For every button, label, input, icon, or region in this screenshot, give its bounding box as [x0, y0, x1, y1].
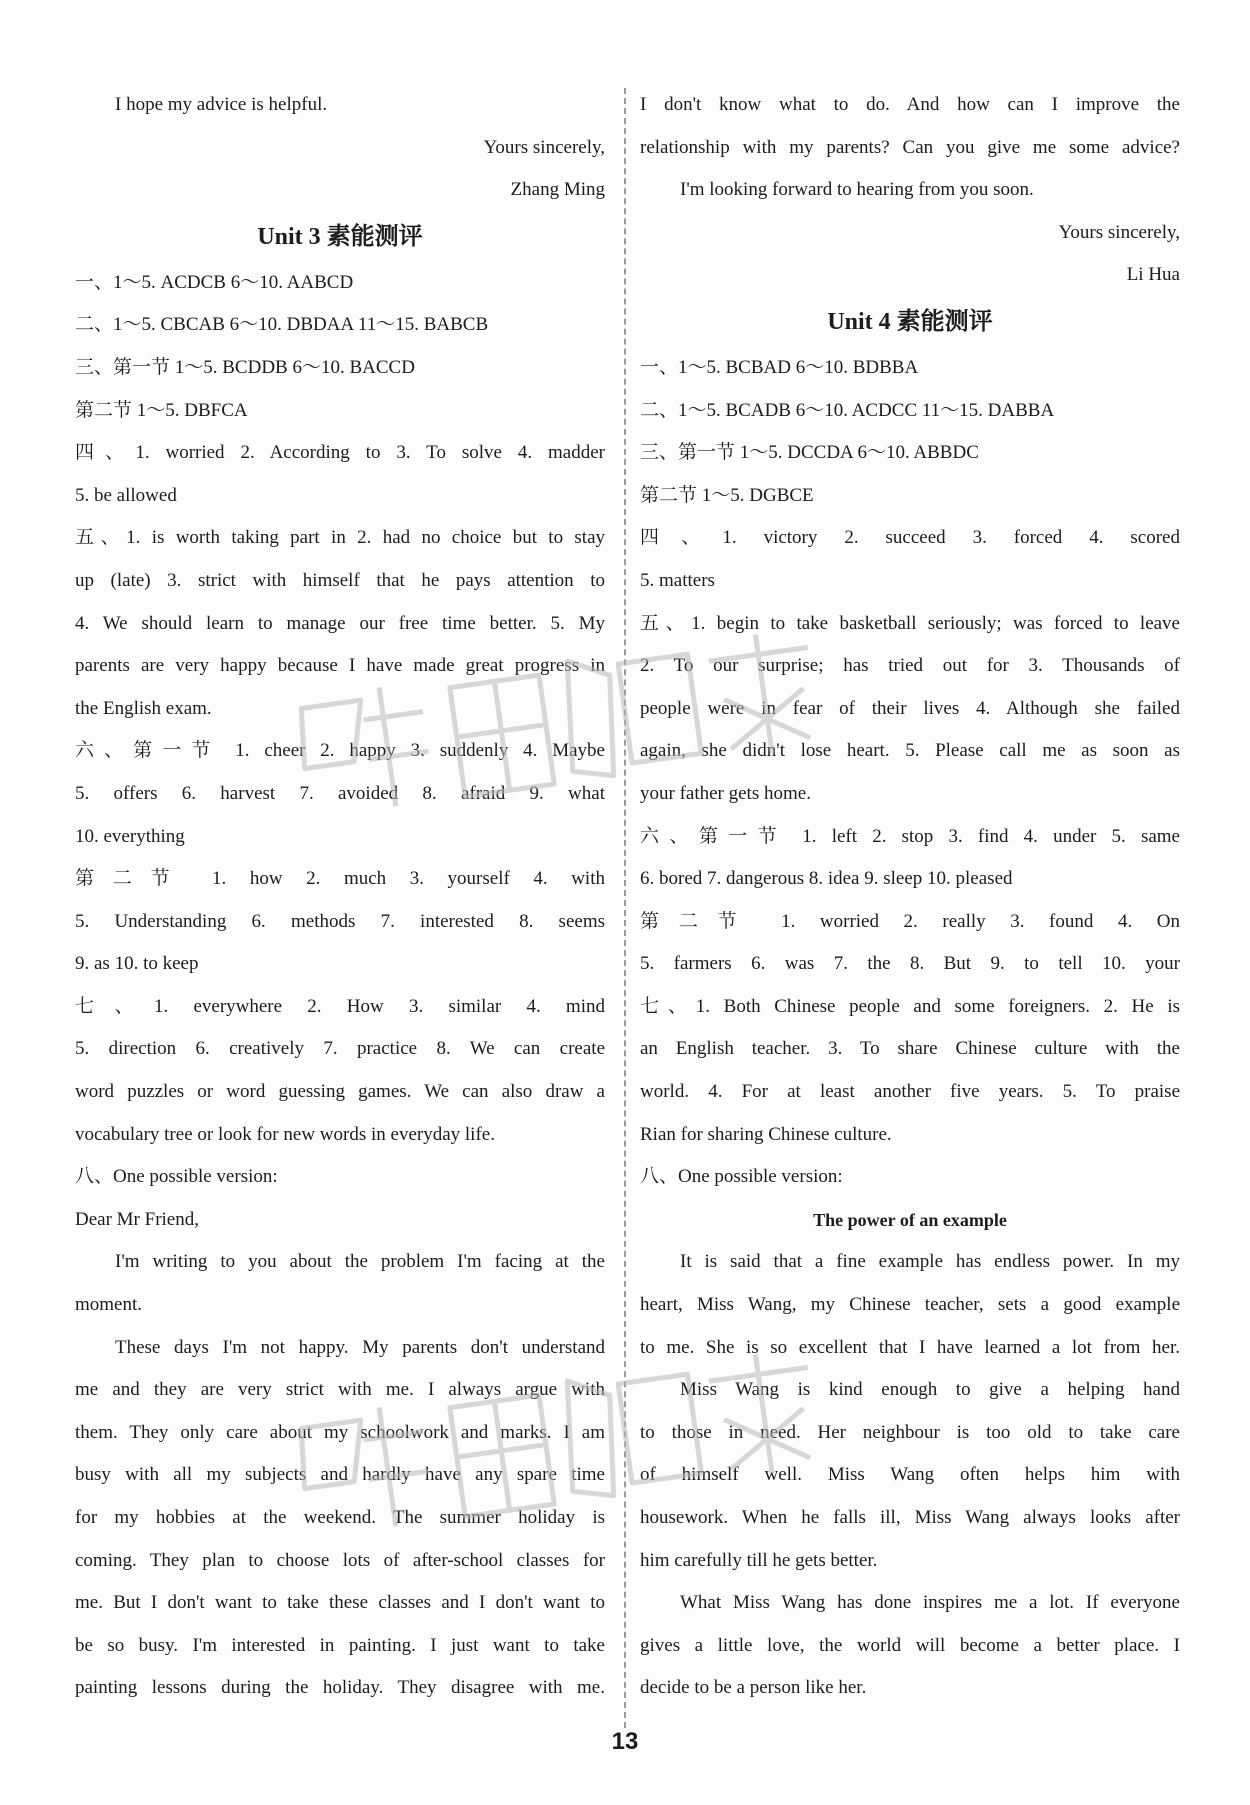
text-line: Zhang Ming	[510, 179, 605, 201]
text-line: heart, Miss Wang, my Chinese teacher, sets a good example	[640, 1294, 1180, 1316]
text-line: 二、1～5. CBCAB 6～10. DBDAA 11～15. BABCB	[75, 314, 489, 336]
text-line: 5. matters	[640, 569, 715, 591]
text-line: parents are very happy because I have made great progress in	[75, 655, 605, 677]
text-line: me. But I don't want to take these classes and I don't want to	[75, 1592, 605, 1614]
text-line: 八、One possible version:	[640, 1166, 843, 1188]
text-line: 七、1. Both Chinese people and some foreigners. 2. He is	[640, 995, 1180, 1017]
text-line: for my hobbies at the weekend. The summer holiday is	[75, 1507, 605, 1528]
page-number: 13	[611, 1728, 639, 1755]
column-divider	[624, 88, 626, 1728]
text-line: Dear Mr Friend,	[75, 1208, 199, 1230]
text-line: 八、One possible version:	[75, 1166, 278, 1188]
text-line: up (late) 3. strict with himself that he pays attention to	[75, 569, 605, 591]
text-line: 五、1. is worth taking part in 2. had no choice but to stay	[75, 527, 605, 549]
text-line: Li Hua	[1126, 264, 1180, 286]
text-line: 第二节 1. how 2. much 3. yourself 4. with	[75, 868, 605, 890]
text-line: of himself well. Miss Wang often helps him with	[640, 1464, 1180, 1486]
text-line: 10. everything	[75, 825, 185, 847]
text-line: Rian for sharing Chinese culture.	[640, 1123, 892, 1145]
text-line: It is said that a fine example has endless power. In my	[680, 1251, 1180, 1273]
text-line: 第二节 1. worried 2. really 3. found 4. On	[640, 910, 1180, 932]
text-line: be so busy. I'm interested in painting. I just want to take	[75, 1634, 605, 1656]
text-line: me and they are very strict with me. I always argue with	[75, 1379, 605, 1401]
text-line: them. They only care about my schoolwork and marks. I am	[75, 1421, 605, 1443]
text-line: 一、1～5. ACDCB 6～10. AABCD	[75, 271, 354, 293]
text-line: I hope my advice is helpful.	[115, 94, 328, 115]
text-line: an English teacher. 3. To share Chinese culture with the	[640, 1038, 1180, 1060]
text-line: gives a little love, the world will become a better place. I	[640, 1634, 1180, 1656]
text-line: your father gets home.	[640, 782, 811, 804]
text-line: to me. She is so excellent that I have learned a lot from her.	[640, 1336, 1180, 1358]
text-line: Miss Wang is kind enough to give a helping hand	[680, 1379, 1180, 1401]
text-line: busy with all my subjects and hardly have any spare time	[75, 1464, 605, 1486]
text-line: him carefully till he gets better.	[640, 1549, 878, 1571]
text-line: 2. To our surprise; has tried out for 3. Thousands of	[640, 655, 1180, 677]
text-line: relationship with my parents? Can you give me some advice?	[640, 136, 1180, 158]
text-line: painting lessons during the holiday. They disagree with me.	[75, 1677, 605, 1699]
text-line: 三、第一节 1～5. BCDDB 6～10. BACCD	[75, 356, 415, 378]
text-line: 四、1. worried 2. According to 3. To solve 4. madder	[75, 442, 605, 464]
text-line: world. 4. For at least another five years. 5. To praise	[640, 1081, 1180, 1103]
text-line: Yours sincerely,	[483, 136, 605, 158]
text-line: 七、1. everywhere 2. How 3. similar 4. mind	[75, 995, 605, 1017]
text-line: 六、第一节 1. left 2. stop 3. find 4. under 5. same	[640, 825, 1180, 847]
text-line: 第二节 1～5. DGBCE	[640, 484, 814, 506]
text-line: Yours sincerely,	[1058, 221, 1180, 243]
text-line: vocabulary tree or look for new words in everyday life.	[75, 1123, 495, 1145]
text-line: 5. be allowed	[75, 484, 177, 506]
text-line: housework. When he falls ill, Miss Wang always looks after	[640, 1507, 1180, 1528]
text-line: What Miss Wang has done inspires me a lot. If everyone	[680, 1592, 1180, 1614]
text-line: 二、1～5. BCADB 6～10. ACDCC 11～15. DABBA	[640, 399, 1055, 421]
text-line: These days I'm not happy. My parents don't understand	[115, 1336, 605, 1358]
text-line: 5. farmers 6. was 7. the 8. But 9. to tell 10. your	[640, 953, 1180, 975]
text-line: 5. direction 6. creatively 7. practice 8. We can create	[75, 1038, 605, 1060]
text-line: I don't know what to do. And how can I improve the	[640, 94, 1180, 115]
section-heading: Unit 3 素能测评	[257, 223, 423, 250]
text-line: 一、1～5. BCBAD 6～10. BDBBA	[640, 356, 919, 378]
text-line: moment.	[75, 1294, 143, 1316]
text-line: people were in fear of their lives 4. Although she failed	[640, 697, 1180, 719]
text-line: I'm writing to you about the problem I'm facing at the	[115, 1251, 605, 1273]
text-line: 9. as 10. to keep	[75, 953, 199, 975]
text-line: 第二节 1～5. DBFCA	[75, 399, 248, 421]
text-line: The power of an example	[813, 1209, 1007, 1230]
section-heading: Unit 4 素能测评	[827, 308, 993, 335]
text-line: 5. Understanding 6. methods 7. interested 8. seems	[75, 910, 605, 932]
text-line: coming. They plan to choose lots of after-school classes for	[75, 1549, 605, 1571]
text-line: 三、第一节 1～5. DCCDA 6～10. ABBDC	[640, 442, 979, 464]
text-line: 6. bored 7. dangerous 8. idea 9. sleep 10. pleased	[640, 868, 1013, 890]
text-line: 5. offers 6. harvest 7. avoided 8. afraid 9. what	[75, 782, 605, 804]
text-line: 五、1. begin to take basketball seriously; was forced to leave	[640, 612, 1180, 634]
text-line: 4. We should learn to manage our free time better. 5. My	[75, 612, 605, 634]
text-line: again, she didn't lose heart. 5. Please call me as soon as	[640, 740, 1180, 762]
right-column	[640, 84, 1180, 1710]
text-line: 四、1. victory 2. succeed 3. forced 4. scored	[640, 527, 1180, 549]
text-line: word puzzles or word guessing games. We can also draw a	[75, 1081, 605, 1103]
text-line: decide to be a person like her.	[640, 1677, 867, 1699]
text-line: to those in need. Her neighbour is too old to take care	[640, 1421, 1180, 1443]
text-line: 六、第一节 1. cheer 2. happy 3. suddenly 4. Maybe	[75, 740, 605, 762]
text-line: I'm looking forward to hearing from you soon.	[680, 179, 1034, 201]
left-column	[75, 84, 605, 1710]
text-line: the English exam.	[75, 697, 212, 719]
